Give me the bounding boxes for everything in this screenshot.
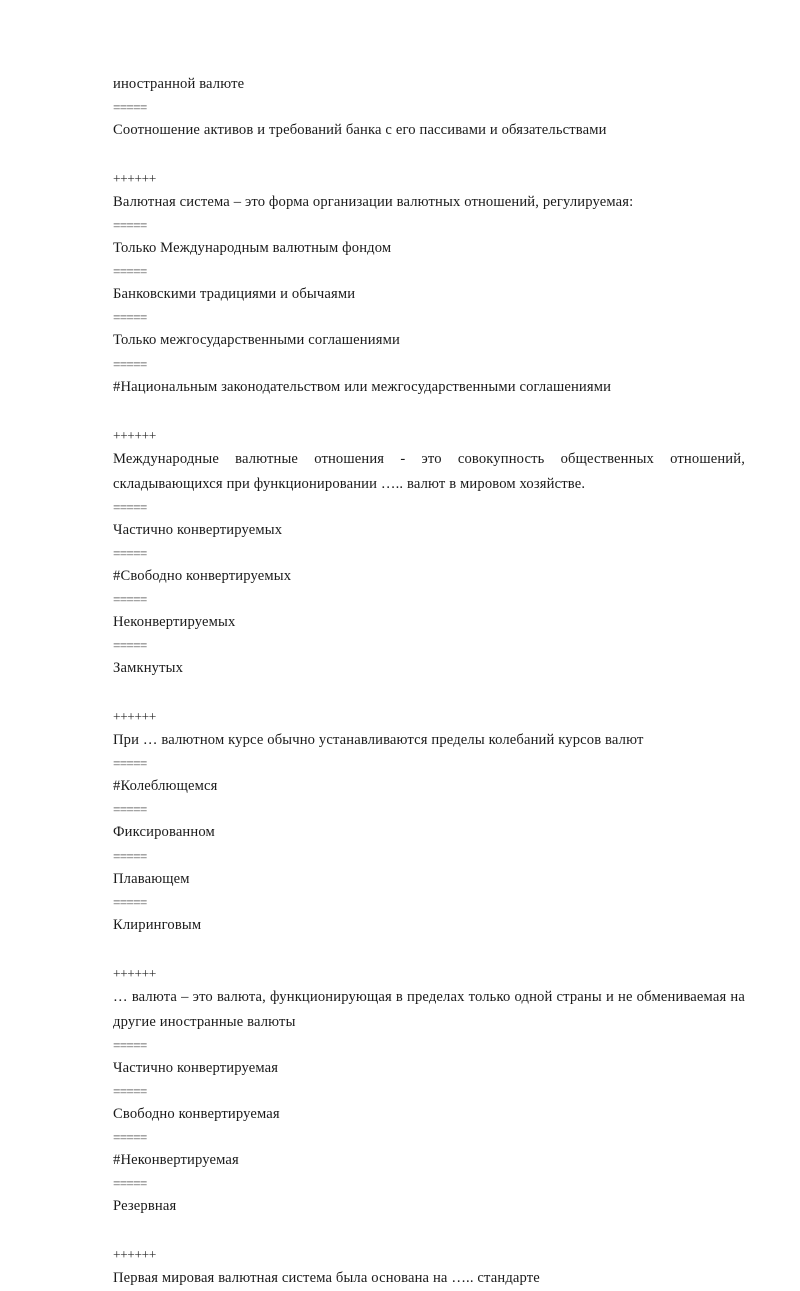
answer-option: Неконвертируемых bbox=[113, 614, 236, 631]
option-separator: ===== bbox=[113, 218, 147, 234]
option-separator: ===== bbox=[113, 545, 147, 561]
blank-spacer bbox=[113, 1219, 745, 1244]
question-block bbox=[113, 400, 749, 682]
question-separator: ++++++ bbox=[113, 427, 156, 443]
option-separator: ===== bbox=[113, 264, 147, 280]
answer-option: Фиксированном bbox=[113, 824, 215, 841]
option-separator: ===== bbox=[113, 592, 147, 608]
question-block bbox=[113, 938, 749, 1220]
question-separator: ++++++ bbox=[113, 171, 156, 187]
continuation-block bbox=[113, 72, 745, 143]
option-separator: ===== bbox=[113, 1083, 147, 1099]
question-text: Валютная система – это форма организации валютных отношений, регулируемая: bbox=[113, 194, 634, 211]
blank-spacer bbox=[113, 938, 745, 963]
blank-spacer bbox=[113, 681, 745, 706]
option-separator: ===== bbox=[113, 1037, 147, 1053]
question-separator: ++++++ bbox=[113, 709, 156, 725]
answer-option: Частично конвертируемых bbox=[113, 521, 283, 538]
answer-option: Клиринговым bbox=[113, 916, 202, 933]
option-separator: ===== bbox=[113, 894, 147, 910]
answer-option: Плавающем bbox=[113, 870, 190, 887]
answer-option: Свободно конвертируемая bbox=[113, 1105, 280, 1122]
answer-option: Только межгосударственными соглашениями bbox=[113, 332, 400, 349]
question-separator: ++++++ bbox=[113, 965, 156, 981]
option-separator: ===== bbox=[113, 802, 147, 818]
question-text: … валюта – это валюта, функционирующая в пределах только одной страны и не обмениваемая на другие иностранные валюты bbox=[113, 988, 749, 1030]
answer-option: Соотношение активов и требований банка с его пассивами и обязательствами bbox=[113, 122, 607, 139]
option-separator: ===== bbox=[113, 756, 147, 772]
option-separator: ===== bbox=[113, 100, 147, 116]
blank-spacer bbox=[113, 143, 745, 168]
answer-option: #Национальным законодательством или межгосударственными соглашениями bbox=[113, 378, 612, 395]
question-separator: ++++++ bbox=[113, 1247, 156, 1263]
answer-option: Замкнутых bbox=[113, 660, 184, 677]
answer-option: Резервная bbox=[113, 1198, 177, 1215]
answer-option: Частично конвертируемая bbox=[113, 1059, 279, 1076]
question-text: Международные валютные отношения - это совокупность общественных отношений, складывающихся при функционировании ….. валют в мировом хозяйстве. bbox=[113, 450, 749, 492]
answer-option: #Свободно конвертируемых bbox=[113, 567, 292, 584]
question-text: При … валютном курсе обычно устанавливаются пределы колебаний курсов валют bbox=[113, 732, 644, 749]
question-block bbox=[113, 681, 745, 937]
option-separator: ===== bbox=[113, 1130, 147, 1146]
option-separator: ===== bbox=[113, 1176, 147, 1192]
option-separator: ===== bbox=[113, 848, 147, 864]
question-text: иностранной валюте bbox=[113, 76, 245, 92]
option-separator: ===== bbox=[113, 638, 147, 654]
question-block bbox=[113, 1219, 745, 1291]
question-text: Первая мировая валютная система была основана на ….. стандарте bbox=[113, 1270, 540, 1287]
answer-option: Банковскими традициями и обычаями bbox=[113, 286, 356, 303]
option-separator: ===== bbox=[113, 310, 147, 326]
answer-option: #Неконвертируемая bbox=[113, 1152, 239, 1169]
answer-option: #Колеблющемся bbox=[113, 778, 218, 795]
question-block bbox=[113, 143, 745, 399]
answer-option: Только Международным валютным фондом bbox=[113, 240, 392, 257]
document-text-body bbox=[113, 72, 749, 1291]
option-separator: ===== bbox=[113, 356, 147, 372]
blank-spacer bbox=[113, 400, 745, 425]
option-separator: ===== bbox=[113, 499, 147, 515]
